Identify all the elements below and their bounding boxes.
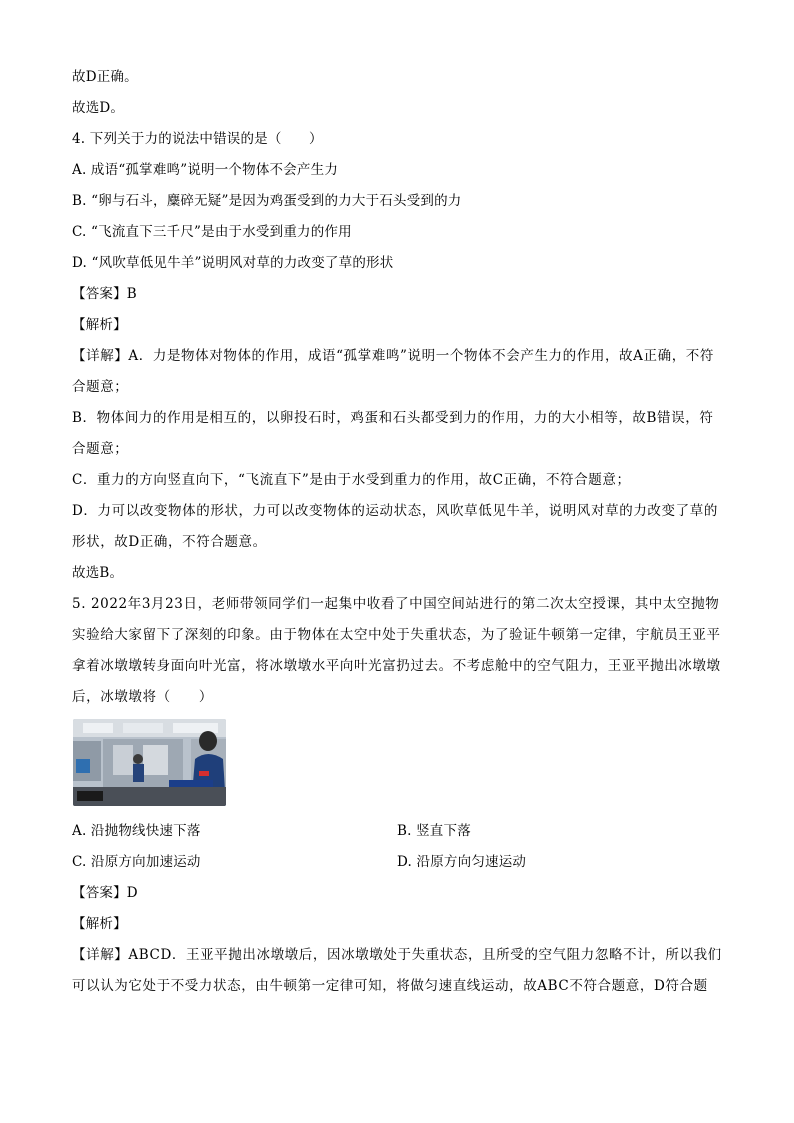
question-4-detail-a: 【详解】A．力是物体对物体的作用，成语“孤掌难鸣”说明一个物体不会产生力的作用，故A正确，不符合题意； [72, 348, 714, 395]
question-4-conclusion: 故选B。 [72, 565, 124, 581]
question-4-detail-d: D．力可以改变物体的形状，力可以改变物体的运动状态，风吹草低见牛羊，说明风对草的力改变了草的形状，故D正确，不符合题意。 [72, 503, 718, 550]
question-4-option-c: C. “飞流直下三千尺”是由于水受到重力的作用 [72, 224, 352, 240]
question-4-option-a: A. 成语“孤掌难鸣”说明一个物体不会产生力 [72, 162, 339, 178]
space-station-photo [73, 719, 226, 806]
question-5-stem: 5. 2022年3月23日，老师带领同学们一起集中收看了中国空间站进行的第二次太空授课，其中太空抛物实验给大家留下了深刻的印象。由于物体在太空中处于失重状态，为了验证牛顿第一定律，宇航员王亚平拿着冰墩墩转身面向叶光富，将冰墩墩水平向叶光富扔过去。不考虑舱中的空气阻力，王亚平抛出冰墩墩后，冰墩墩将（ ） [72, 596, 721, 705]
space-station-photo-illustration [73, 719, 226, 806]
question-5-option-c: C. 沿原方向加速运动 [72, 854, 201, 870]
question-5-analysis-heading: 【解析】 [72, 916, 127, 932]
question-5-option-a: A. 沿抛物线快速下落 [72, 823, 201, 839]
question-4-answer: 【答案】B [72, 286, 137, 302]
text-line: 故选D。 [72, 100, 125, 116]
question-5-option-b: B. 竖直下落 [397, 823, 471, 839]
document-page [72, 62, 722, 1002]
question-5-detail: 【详解】ABCD．王亚平抛出冰墩墩后，因冰墩墩处于失重状态，且所受的空气阻力忽略不计，所以我们可以认为它处于不受力状态，由牛顿第一定律可知，将做匀速直线运动，故ABC不符合题意，D符合题 [72, 947, 722, 994]
question-4-option-b: B. “卵与石斗，麋碎无疑”是因为鸡蛋受到的力大于石头受到的力 [72, 193, 462, 209]
question-5-option-d: D. 沿原方向匀速运动 [397, 854, 527, 870]
question-5-answer: 【答案】D [72, 885, 138, 901]
question-4-detail-c: C．重力的方向竖直向下，“飞流直下”是由于水受到重力的作用，故C正确，不符合题意； [72, 472, 631, 488]
question-4-analysis-heading: 【解析】 [72, 317, 127, 333]
question-4-option-d: D. “风吹草低见牛羊”说明风对草的力改变了草的形状 [72, 255, 394, 271]
question-5-options-row-1 [72, 816, 722, 847]
text-line: 故D正确。 [72, 69, 138, 85]
question-5-options-row-2 [72, 847, 722, 878]
question-4-detail-b: B．物体间力的作用是相互的，以卵投石时，鸡蛋和石头都受到力的作用，力的大小相等，故B错误，符合题意； [72, 410, 714, 457]
question-4-stem: 4. 下列关于力的说法中错误的是（ ） [72, 131, 323, 147]
